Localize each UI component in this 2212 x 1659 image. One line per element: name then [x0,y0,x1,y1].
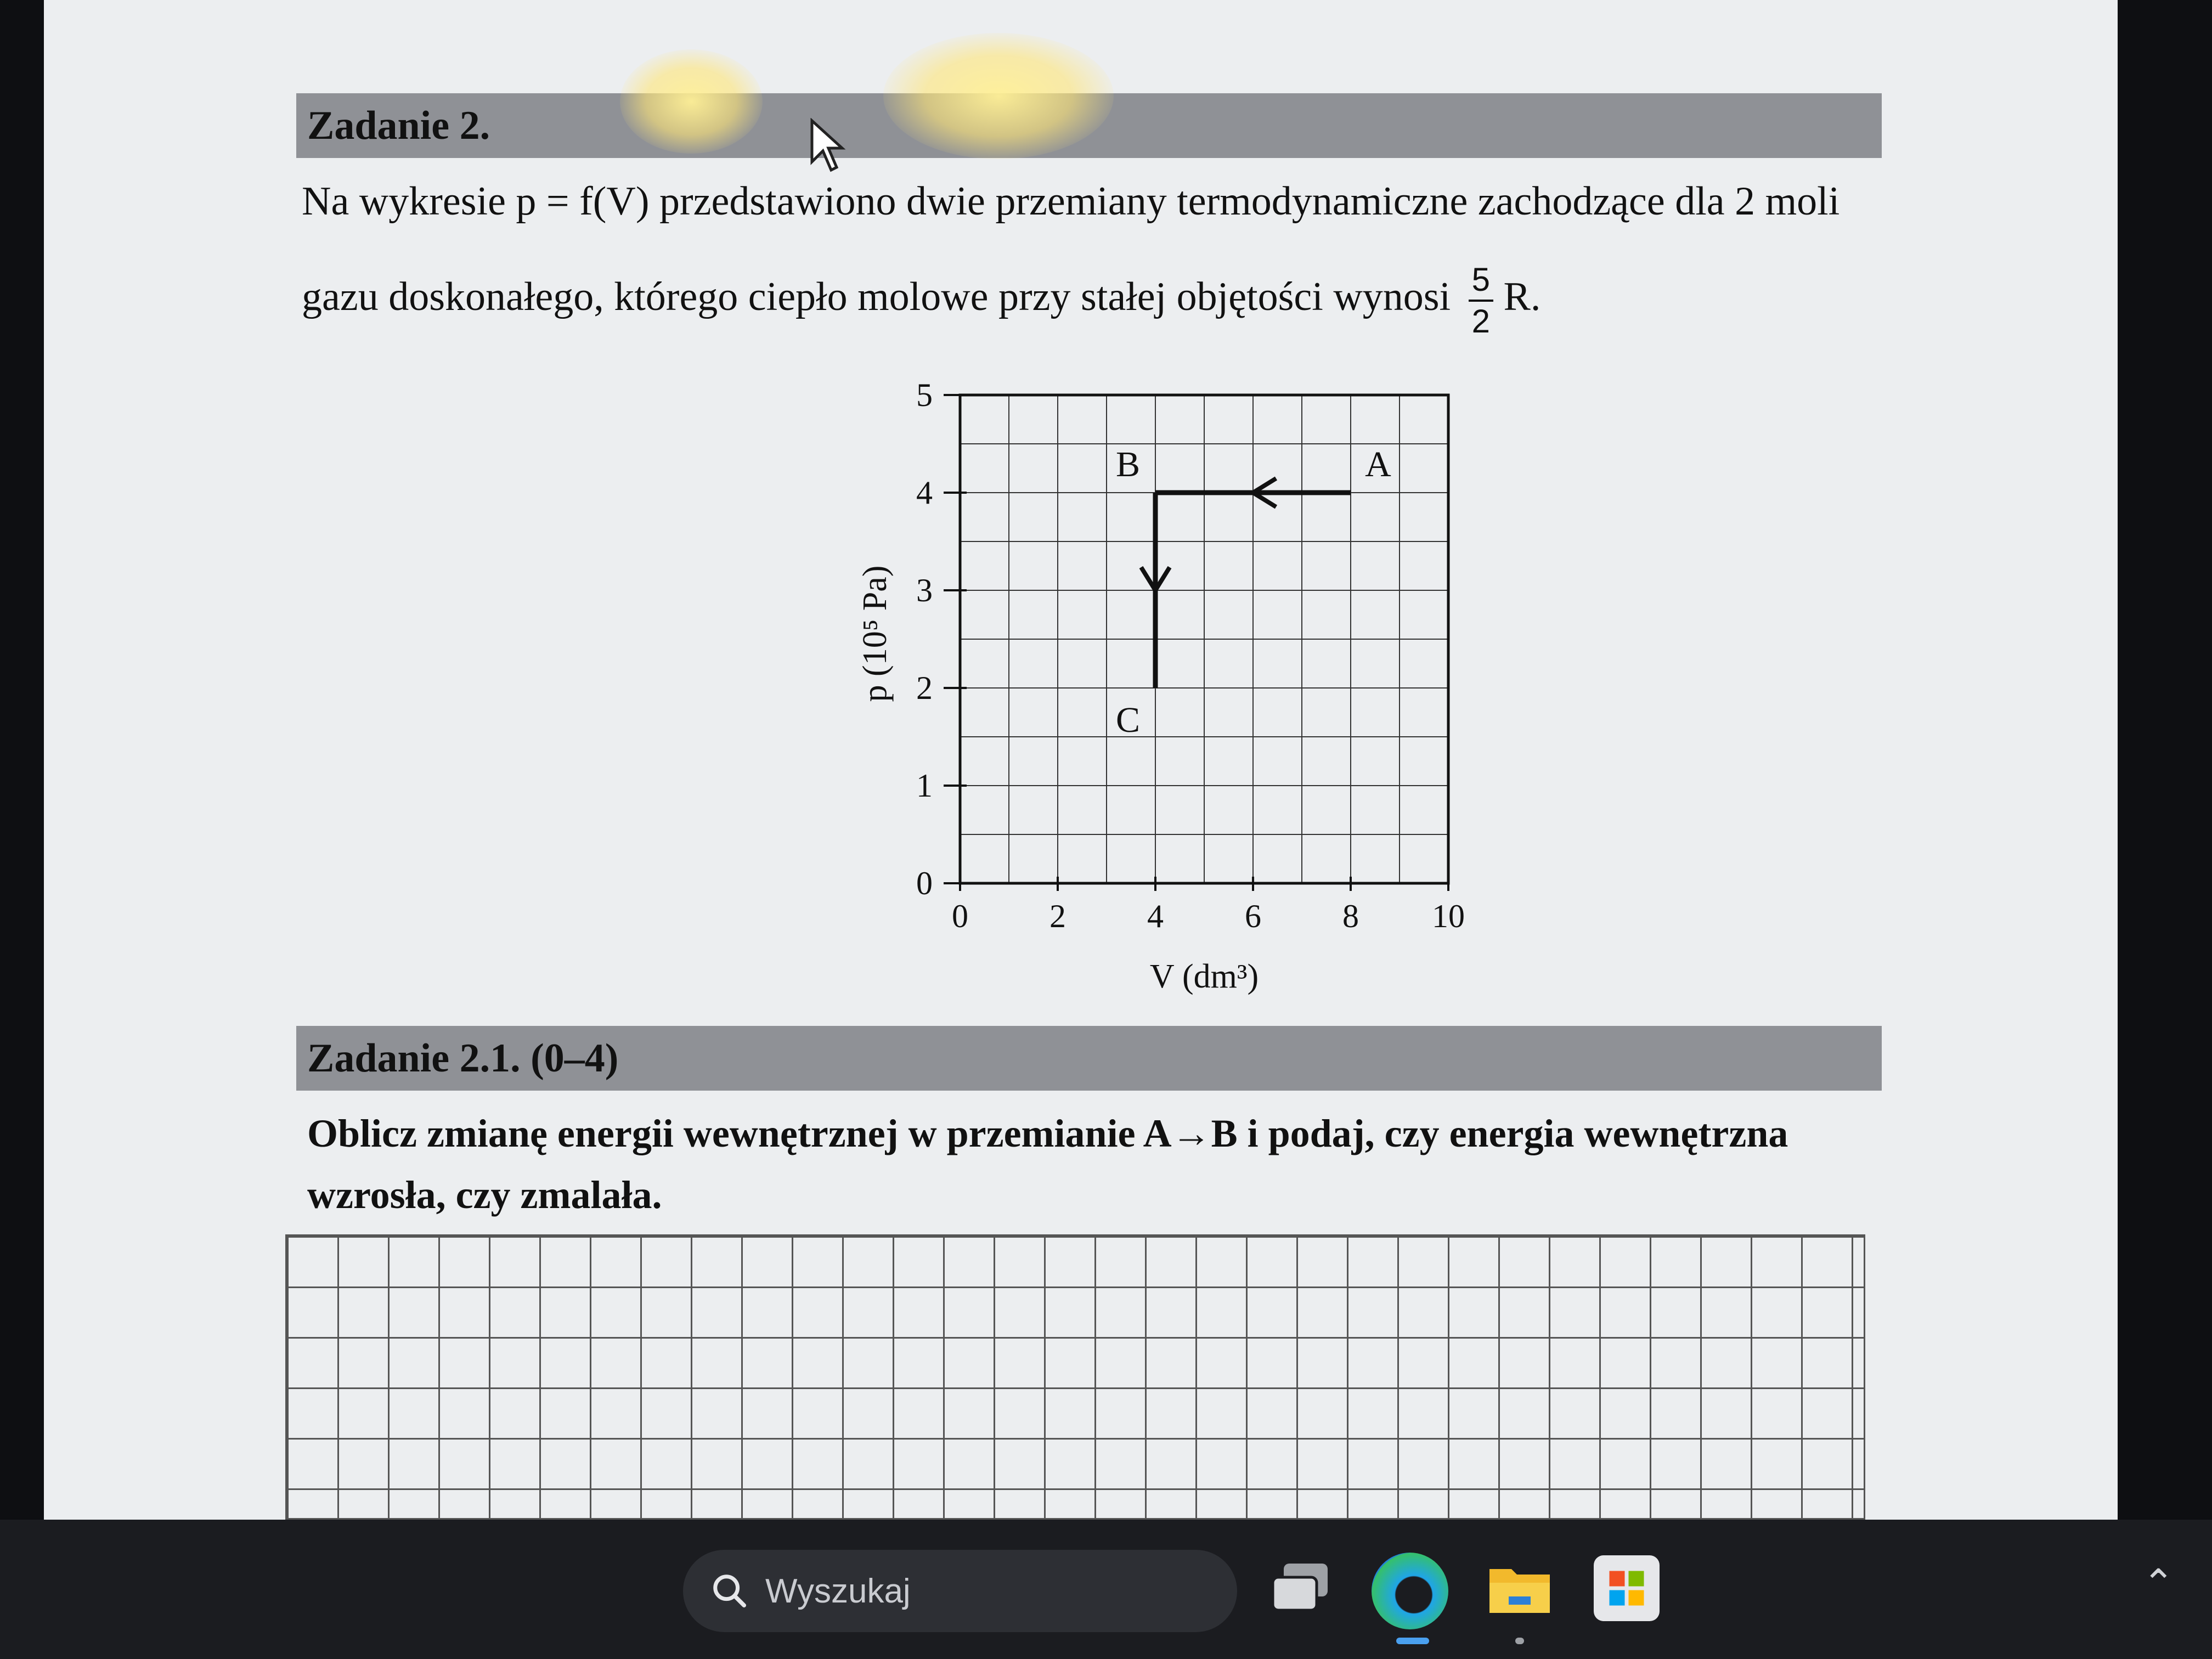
y-tick-label: 2 [916,670,933,706]
chevron-up-icon[interactable]: ⌃ [2142,1561,2175,1606]
taskbar-search[interactable] [683,1550,1237,1632]
question-text: Oblicz zmianę energii wewnętrznej w przemianie A→B i podaj, czy energia wewnętrzna wzrosła, czy zmalała. [307,1111,1788,1217]
intro-line-2 [302,263,1541,338]
document-page [44,0,2118,1520]
fraction [1469,263,1493,338]
y-tick-label: 4 [916,475,933,511]
fraction-denominator: 2 [1471,303,1490,340]
y-tick-label: 5 [916,377,933,413]
intro-line-1: Na wykresie p = f(V) przedstawiono dwie przemiany termodynamiczne zachodzące dla 2 moli [302,179,1840,224]
taskbar [0,1520,2212,1659]
point-label-A: A [1365,444,1391,484]
file-explorer-icon[interactable] [1487,1558,1553,1618]
fraction-numerator: 5 [1469,263,1493,302]
screen-glare-right [883,33,1114,159]
answer-grid[interactable] [285,1234,1865,1520]
subtask-title: Zadanie 2.1. (0–4) [307,1035,619,1081]
x-tick-label: 4 [1147,898,1164,934]
subtask-header [296,1026,1882,1091]
y-axis-label: p (10⁵ Pa) [856,565,894,702]
fraction-suffix: R. [1503,274,1541,319]
y-tick-label: 1 [916,768,933,804]
x-tick-label: 0 [952,898,968,934]
store-logo-icon [1607,1569,1646,1607]
task-view-icon[interactable] [1267,1561,1333,1616]
x-axis-label: V (dm³) [1149,958,1259,995]
edge-icon[interactable] [1372,1553,1448,1629]
y-tick-label: 3 [916,572,933,608]
file-explorer-indicator [1515,1638,1524,1644]
search-placeholder: Wyszukaj [765,1572,911,1610]
windows-start-icon[interactable] [584,1553,647,1616]
x-tick-label: 6 [1245,898,1261,934]
point-label-C: C [1115,700,1141,740]
task-title: Zadanie 2. [307,103,490,148]
y-tick-label: 0 [916,865,933,901]
x-tick-label: 10 [1432,898,1465,934]
x-tick-label: 2 [1049,898,1066,934]
screen-glare-left [620,49,763,154]
x-tick-label: 8 [1342,898,1359,934]
point-label-B: B [1115,444,1141,484]
mouse-cursor-icon [809,118,848,173]
intro-line-2-text: gazu doskonałego, którego ciepło molowe przy stałej objętości wynosi [302,274,1451,319]
microsoft-store-icon[interactable] [1594,1555,1660,1621]
search-icon [710,1572,749,1610]
pv-chart [801,351,1514,1009]
edge-active-indicator [1396,1638,1429,1644]
